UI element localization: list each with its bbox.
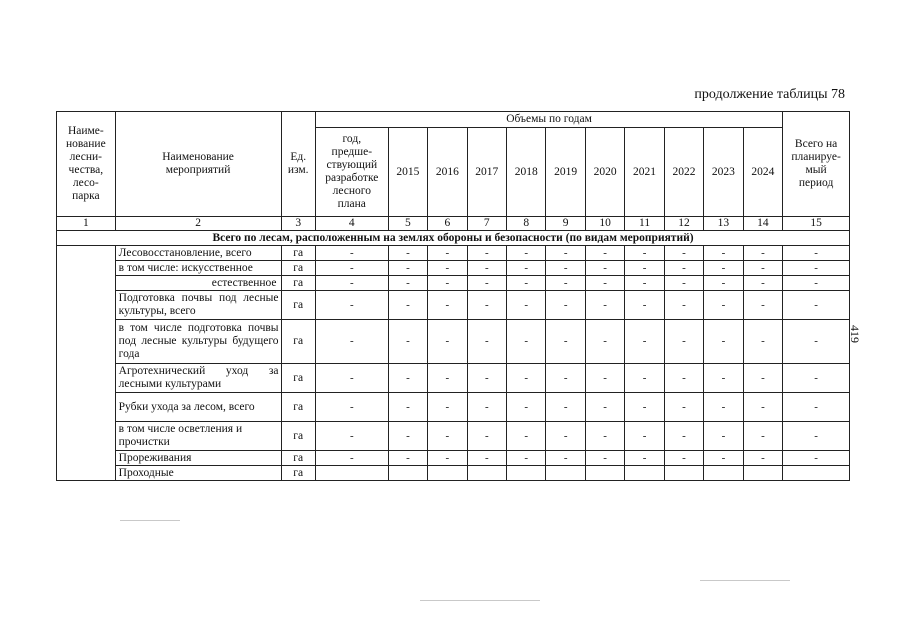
value-cell: - [743, 422, 783, 451]
scan-noise [420, 600, 540, 601]
value-cell: - [704, 276, 743, 291]
value-cell: - [546, 320, 585, 364]
value-cell: - [783, 422, 850, 451]
value-cell: - [507, 364, 546, 393]
value-cell: - [315, 451, 388, 466]
scan-noise [700, 580, 790, 581]
column-number: 13 [704, 217, 743, 231]
value-cell: - [625, 422, 664, 451]
column-number: 3 [281, 217, 315, 231]
value-cell: - [467, 364, 506, 393]
value-cell: - [546, 451, 585, 466]
table-caption: продолжение таблицы 78 [694, 87, 845, 102]
column-number: 11 [625, 217, 664, 231]
header-year: 2022 [664, 128, 703, 217]
value-cell: - [546, 291, 585, 320]
value-cell: - [388, 246, 427, 261]
page-number: 419 [848, 325, 862, 343]
column-number: 14 [743, 217, 783, 231]
value-cell: - [704, 393, 743, 422]
value-cell: - [585, 451, 624, 466]
value-cell: - [625, 261, 664, 276]
value-cell: - [507, 451, 546, 466]
activity-name: Лесовосстановление, всего [115, 246, 281, 261]
unit-cell: га [281, 364, 315, 393]
value-cell: - [428, 291, 467, 320]
value-cell: - [743, 276, 783, 291]
value-cell: - [467, 393, 506, 422]
value-cell: - [546, 364, 585, 393]
value-cell: - [704, 291, 743, 320]
value-cell [664, 466, 703, 481]
forest-activities-table [56, 111, 850, 481]
value-cell [315, 466, 388, 481]
value-cell: - [625, 451, 664, 466]
value-cell: - [467, 451, 506, 466]
unit-cell: га [281, 276, 315, 291]
value-cell: - [783, 451, 850, 466]
unit-cell: га [281, 422, 315, 451]
column-number: 7 [467, 217, 506, 231]
section-title: Всего по лесам, расположенным на землях обороны и безопасности (по видам мероприятий) [57, 231, 850, 246]
activity-name: Агротехнический уход за лесными культурами [115, 364, 281, 393]
value-cell: - [507, 261, 546, 276]
header-activity: Наименование мероприятий [115, 112, 281, 217]
value-cell: - [743, 246, 783, 261]
value-cell: - [585, 246, 624, 261]
value-cell [704, 466, 743, 481]
value-cell: - [388, 291, 427, 320]
value-cell: - [743, 451, 783, 466]
value-cell: - [428, 261, 467, 276]
value-cell: - [664, 261, 703, 276]
header-volumes-by-year: Объемы по годам [315, 112, 782, 128]
activity-name: Прореживания [115, 451, 281, 466]
unit-cell: га [281, 246, 315, 261]
column-number: 8 [507, 217, 546, 231]
value-cell: - [664, 320, 703, 364]
activity-name: Подготовка почвы под лесные культуры, всего [115, 291, 281, 320]
value-cell: - [428, 393, 467, 422]
header-prev-year: год, предше- ствующий разработке лесного плана [315, 128, 388, 217]
header-unit: Ед. изм. [281, 112, 315, 217]
unit-cell: га [281, 393, 315, 422]
header-forestry: Наиме- нование лесни- чества, лесо- парка [57, 112, 116, 217]
value-cell: - [388, 393, 427, 422]
value-cell: - [428, 320, 467, 364]
table-row [57, 364, 850, 393]
value-cell: - [743, 291, 783, 320]
value-cell: - [507, 320, 546, 364]
value-cell: - [585, 393, 624, 422]
value-cell: - [585, 320, 624, 364]
column-number-row [57, 217, 850, 231]
column-number: 2 [115, 217, 281, 231]
value-cell: - [664, 393, 703, 422]
value-cell [507, 466, 546, 481]
value-cell: - [388, 261, 427, 276]
header-year: 2023 [704, 128, 743, 217]
value-cell: - [704, 451, 743, 466]
value-cell: - [743, 261, 783, 276]
value-cell: - [388, 276, 427, 291]
value-cell [428, 466, 467, 481]
value-cell: - [388, 451, 427, 466]
value-cell: - [507, 393, 546, 422]
value-cell: - [704, 364, 743, 393]
value-cell: - [664, 364, 703, 393]
header-year: 2018 [507, 128, 546, 217]
value-cell: - [783, 246, 850, 261]
value-cell: - [546, 422, 585, 451]
column-number: 1 [57, 217, 116, 231]
value-cell [388, 466, 427, 481]
value-cell [743, 466, 783, 481]
value-cell: - [783, 276, 850, 291]
value-cell: - [585, 364, 624, 393]
scan-noise [120, 520, 180, 521]
value-cell: - [388, 422, 427, 451]
header-year: 2019 [546, 128, 585, 217]
header-year: 2017 [467, 128, 506, 217]
column-number: 15 [783, 217, 850, 231]
unit-cell: га [281, 466, 315, 481]
value-cell: - [315, 276, 388, 291]
header-total: Всего на планируе- мый период [783, 112, 850, 217]
table-row [57, 276, 850, 291]
value-cell: - [507, 276, 546, 291]
value-cell: - [585, 291, 624, 320]
value-cell: - [704, 422, 743, 451]
value-cell: - [783, 320, 850, 364]
value-cell: - [704, 246, 743, 261]
column-number: 6 [428, 217, 467, 231]
table-row [57, 320, 850, 364]
header-year: 2020 [585, 128, 624, 217]
value-cell: - [507, 422, 546, 451]
value-cell: - [315, 291, 388, 320]
header-year: 2021 [625, 128, 664, 217]
value-cell: - [428, 422, 467, 451]
activity-name: в том числе: искусственное [115, 261, 281, 276]
value-cell: - [664, 246, 703, 261]
value-cell: - [625, 276, 664, 291]
unit-cell: га [281, 291, 315, 320]
value-cell: - [315, 261, 388, 276]
value-cell: - [546, 261, 585, 276]
value-cell: - [585, 276, 624, 291]
column-number: 4 [315, 217, 388, 231]
table-row [57, 246, 850, 261]
value-cell: - [743, 320, 783, 364]
unit-cell: га [281, 320, 315, 364]
header-year: 2024 [743, 128, 783, 217]
value-cell [585, 466, 624, 481]
value-cell: - [315, 246, 388, 261]
activity-name: Рубки ухода за лесом, всего [115, 393, 281, 422]
value-cell: - [546, 246, 585, 261]
value-cell [546, 466, 585, 481]
value-cell: - [428, 364, 467, 393]
activity-name: в том числе подготовка почвы под лесные культуры будущего года [115, 320, 281, 364]
activity-name: Проходные [115, 466, 281, 481]
value-cell: - [315, 393, 388, 422]
value-cell: - [315, 422, 388, 451]
value-cell: - [743, 364, 783, 393]
value-cell: - [467, 422, 506, 451]
column-number: 12 [664, 217, 703, 231]
table-row [57, 466, 850, 481]
header-year: 2016 [428, 128, 467, 217]
value-cell: - [664, 451, 703, 466]
value-cell: - [704, 320, 743, 364]
value-cell: - [783, 364, 850, 393]
value-cell: - [585, 422, 624, 451]
value-cell: - [467, 246, 506, 261]
value-cell: - [783, 291, 850, 320]
table-row [57, 451, 850, 466]
table-row [57, 422, 850, 451]
header-year: 2015 [388, 128, 427, 217]
value-cell: - [664, 276, 703, 291]
value-cell: - [388, 320, 427, 364]
value-cell: - [546, 276, 585, 291]
value-cell: - [783, 393, 850, 422]
activity-name: в том числе осветления и прочистки [115, 422, 281, 451]
column-number: 10 [585, 217, 624, 231]
column-number: 9 [546, 217, 585, 231]
activity-name: естественное [115, 276, 281, 291]
value-cell: - [315, 364, 388, 393]
column-number: 5 [388, 217, 427, 231]
value-cell: - [315, 320, 388, 364]
value-cell: - [546, 393, 585, 422]
table-row [57, 261, 850, 276]
value-cell [467, 466, 506, 481]
value-cell: - [704, 261, 743, 276]
value-cell: - [625, 393, 664, 422]
value-cell: - [428, 451, 467, 466]
value-cell: - [467, 261, 506, 276]
value-cell: - [467, 320, 506, 364]
value-cell: - [507, 291, 546, 320]
value-cell: - [625, 364, 664, 393]
unit-cell: га [281, 451, 315, 466]
value-cell: - [625, 320, 664, 364]
table-row [57, 291, 850, 320]
value-cell: - [743, 393, 783, 422]
value-cell: - [585, 261, 624, 276]
value-cell [625, 466, 664, 481]
value-cell: - [388, 364, 427, 393]
unit-cell: га [281, 261, 315, 276]
value-cell: - [507, 246, 546, 261]
value-cell: - [625, 246, 664, 261]
value-cell [783, 466, 850, 481]
value-cell: - [783, 261, 850, 276]
value-cell: - [467, 291, 506, 320]
value-cell: - [625, 291, 664, 320]
value-cell: - [664, 291, 703, 320]
value-cell: - [467, 276, 506, 291]
table-row [57, 393, 850, 422]
forestry-cell [57, 246, 116, 481]
value-cell: - [664, 422, 703, 451]
value-cell: - [428, 246, 467, 261]
value-cell: - [428, 276, 467, 291]
